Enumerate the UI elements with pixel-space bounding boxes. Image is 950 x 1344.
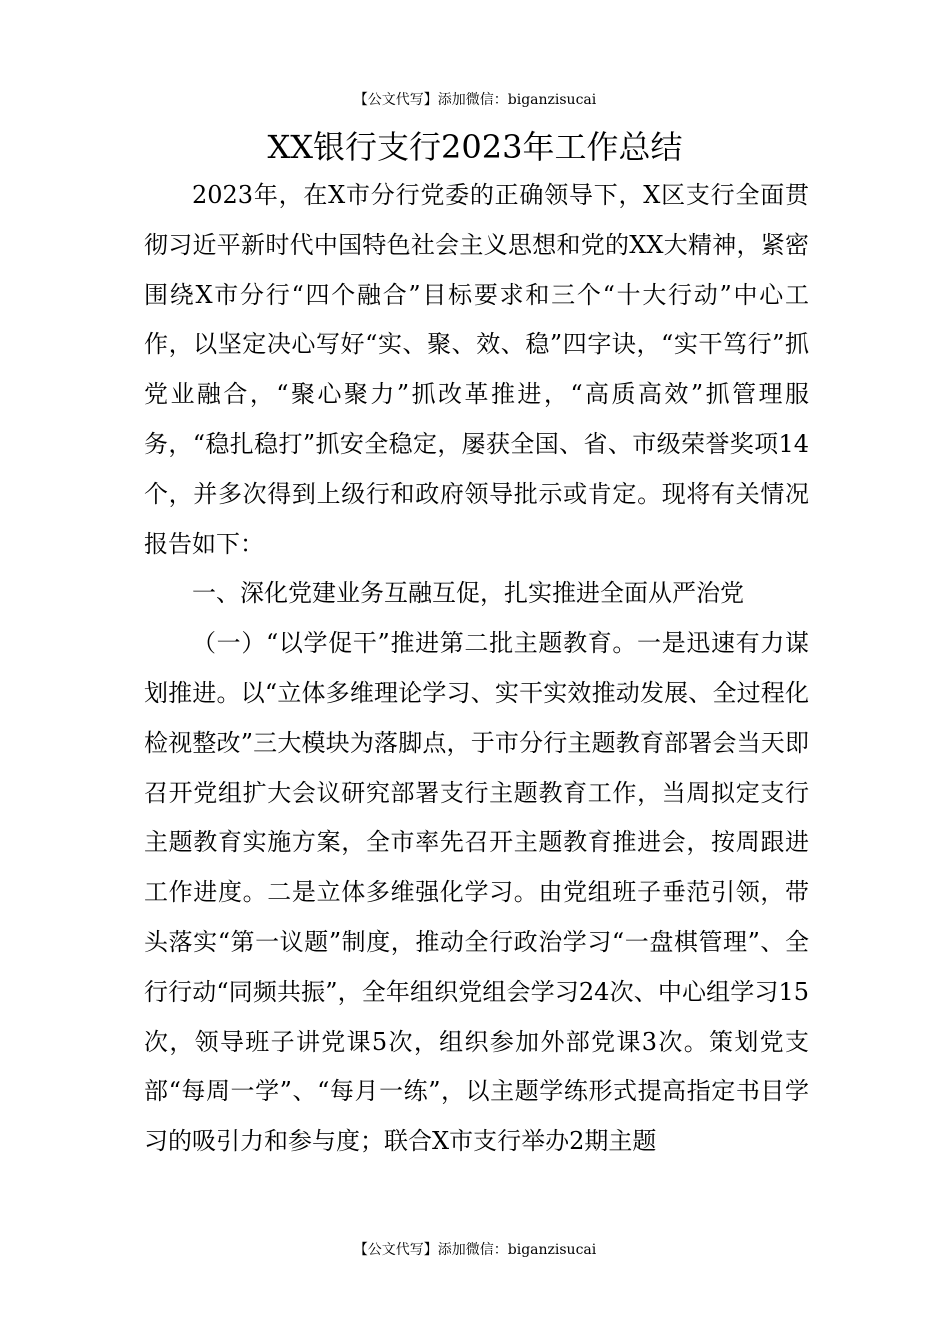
document-title: XX银行支行2023年工作总结 <box>267 128 683 166</box>
paragraph-section-1-1: （一）“以学促干”推进第二批主题教育。一是迅速有力谋划推进。以“立体多维理论学习、实干实效推动发展、全过程化检视整改”三大模块为落脚点，于市分行主题教育部署会当天即召开党组扩大会议研究部署支行主题教育工作，当周拟定支行主题教育实施方案，全市率先召开主题教育推进会，按周跟进工作进度。二是立体多维强化学习。由党组班子垂范引领，带头落实“第一议题”制度，推动全行政治学习“一盘棋管理”、全行行动“同频共振”，全年组织党组会学习24次、中心组学习15次，领导班子讲党课5次，组织参加外部党课3次。策划党支部“每周一学”、“每月一练”，以主题学练形式提高指定书目学习的吸引力和参与度；联合X市支行举办2期主题 <box>144 629 809 1156</box>
section-heading-1: 一、深化党建业务互融互促，扎实推进全面从严治党 <box>192 579 744 608</box>
footer-note: 【公文代写】添加微信：biganzisucai <box>353 1242 597 1258</box>
document-body <box>144 171 809 1167</box>
paragraph-intro: 2023年，在X市分行党委的正确领导下，X区支行全面贯彻习近平新时代中国特色社会主义思想和党的XX大精神，紧密围绕X市分行“四个融合”目标要求和三个“十大行动”中心工作，以坚定决心写好“实、聚、效、稳”四字诀，“实干笃行”抓党业融合，“聚心聚力”抓改革推进，“高质高效”抓管理服务，“稳扎稳打”抓安全稳定，屡获全国、省、市级荣誉奖项14个，并多次得到上级行和政府领导批示或肯定。现将有关情况报告如下： <box>144 181 809 558</box>
header-note: 【公文代写】添加微信：biganzisucai <box>353 92 597 108</box>
